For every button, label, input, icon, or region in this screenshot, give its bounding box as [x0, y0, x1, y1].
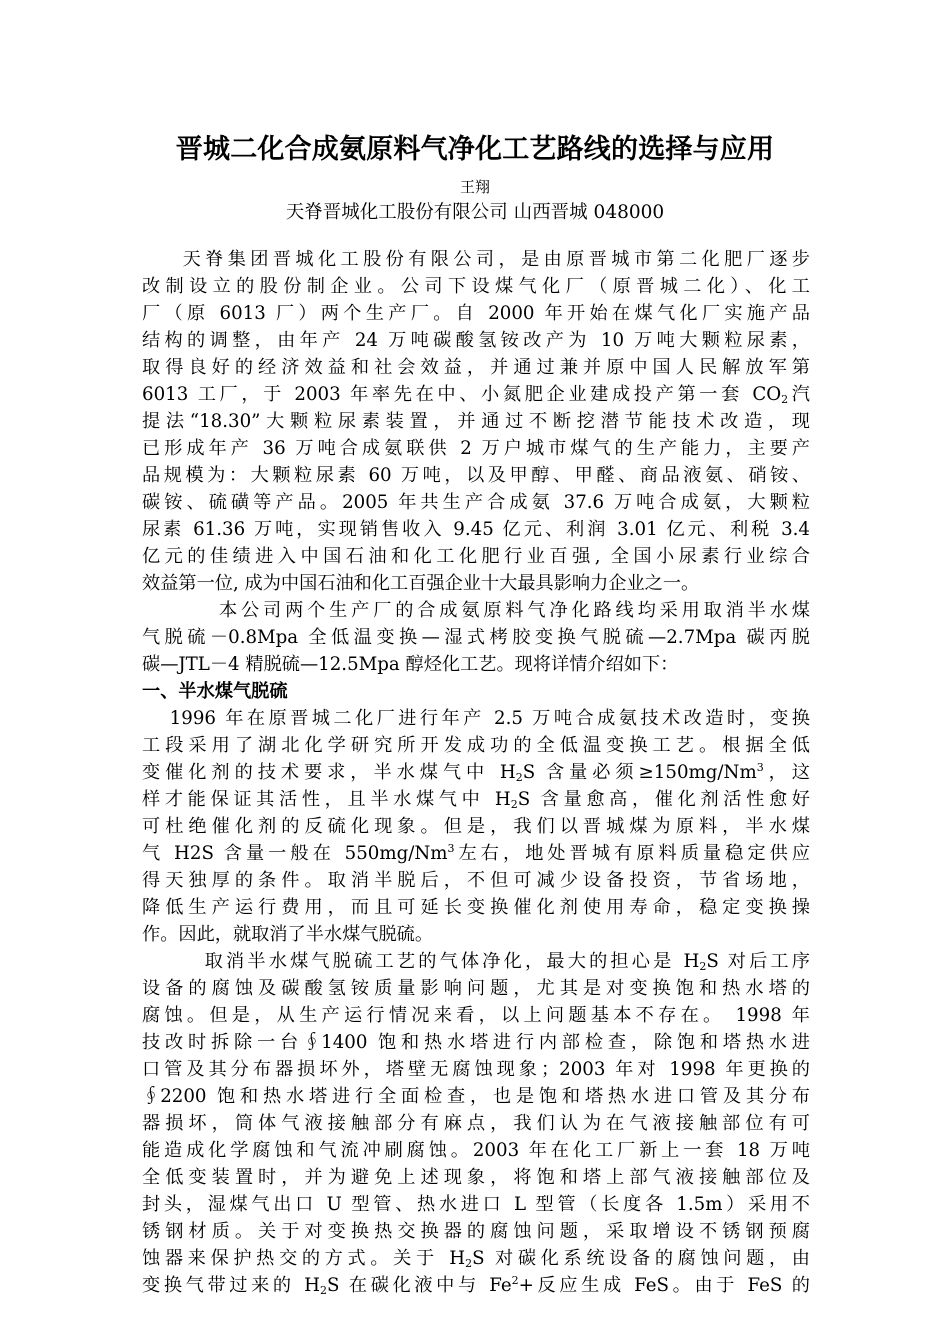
text-segment: 技改时拆除一台∮1400 饱和热水塔进行内部检查，除饱和塔热水进	[142, 1032, 810, 1053]
text-line	[142, 813, 810, 840]
text-line	[142, 1083, 810, 1110]
text-segment: 器损坏，筒体气液接触部分有麻点，我们认为在气液接触部位有可	[142, 1113, 810, 1134]
text-line	[142, 894, 810, 921]
subscript: 2	[515, 771, 523, 784]
text-line	[142, 1191, 810, 1218]
text-line	[142, 840, 810, 867]
text-line	[142, 327, 810, 354]
text-line	[142, 948, 810, 975]
text-segment: S 在碳化液中与 Fe	[327, 1275, 512, 1296]
text-segment: 气脱硫－0.8Mpa 全低温变换—湿式栲胶变换气脱硫—2.7Mpa 碳丙脱	[142, 627, 810, 648]
text-segment: 汽	[788, 384, 810, 405]
text-line	[142, 1029, 810, 1056]
text-segment: 一、半水煤气脱硫	[142, 681, 288, 702]
text-segment: 改制设立的股份制企业。公司下设煤气化厂（原晋城二化）、化工	[142, 276, 810, 297]
text-line	[142, 975, 810, 1002]
text-segment: 取得良好的经济效益和社会效益，并通过兼并原中国人民解放军第	[142, 357, 810, 378]
text-segment: 亿元的佳绩进入中国石油和化工化肥行业百强, 全国小尿素行业综合	[142, 546, 810, 567]
superscript: 2	[511, 1274, 519, 1287]
text-segment: S 含量愈高，催化剂活性愈好	[517, 789, 810, 810]
text-line	[142, 1002, 810, 1029]
text-segment: 已形成年产 36 万吨合成氨联供 2 万户城市煤气的生产能力，主要产	[142, 438, 810, 459]
text-segment: ，这	[763, 762, 810, 783]
text-line	[142, 516, 810, 543]
text-segment: ∮2200 饱和热水塔进行全面检查，也是饱和塔热水进口管及其分布	[142, 1086, 810, 1107]
text-line	[142, 597, 810, 624]
text-segment: S 对后工序	[706, 951, 810, 972]
text-line	[142, 1218, 810, 1245]
text-line	[142, 1056, 810, 1083]
text-line	[142, 462, 810, 489]
subscript: 2	[781, 393, 789, 406]
text-segment: 提法“18.30”大颗粒尿素装置，并通过不断挖潜节能技术改造，现	[142, 411, 810, 432]
article-body	[142, 246, 810, 1299]
text-line	[142, 273, 810, 300]
text-segment: 取消半水煤气脱硫工艺的气体净化，最大的担心是 H	[142, 951, 700, 972]
text-segment: 尿素 61.36 万吨，实现销售收入 9.45 亿元、利润 3.01 亿元、利税 3.4	[142, 519, 810, 540]
text-segment: 蚀器来保护热交的方式。关于 H	[142, 1248, 466, 1269]
text-segment: 腐蚀。但是，从生产运行情况来看，以上问题基本不存在。 1998 年	[142, 1005, 810, 1026]
text-segment: 降低生产运行费用，而且可延长变换催化剂使用寿命，稳定变换操	[142, 897, 810, 918]
text-segment: 1996 年在原晋城二化厂进行年产 2.5 万吨合成氨技术改造时，变换	[142, 708, 810, 729]
text-segment: S 含量必须≥150mg/Nm	[522, 762, 757, 783]
text-line	[142, 732, 810, 759]
text-line	[142, 570, 810, 597]
author-name: 王翔	[459, 178, 490, 196]
text-segment: 设备的腐蚀及碳酸氢铵质量影响问题，尤其是对变换饱和热水塔的	[142, 978, 810, 999]
text-segment: 碳—JTL－4 精脱硫—12.5Mpa 醇烃化工艺。现将详情介绍如下：	[142, 654, 679, 675]
text-segment: 气 H2S 含量一般在 550mg/Nm	[142, 843, 448, 864]
text-line	[142, 543, 810, 570]
subscript: 2	[510, 798, 518, 811]
text-segment: 样才能保证其活性，且半水煤气中 H	[142, 789, 511, 810]
subscript: 2	[465, 1257, 473, 1270]
text-line	[142, 246, 810, 273]
text-segment: 作。因此，就取消了半水煤气脱硫。	[142, 924, 434, 945]
text-segment: 结构的调整，由年产 24 万吨碳酸氢铵改产为 10 万吨大颗粒尿素，	[142, 330, 810, 351]
text-segment: 锈钢材质。关于对变换热交换器的腐蚀问题，采取增设不锈钢预腐	[142, 1221, 810, 1242]
text-segment: 6013 工厂，于 2003 年率先在中、小氮肥企业建成投产第一套 CO	[142, 384, 782, 405]
subscript: 2	[320, 1284, 328, 1297]
text-line	[142, 435, 810, 462]
text-line	[142, 759, 810, 786]
text-line	[142, 489, 810, 516]
author-affiliation: 天脊晋城化工股份有限公司 山西晋城 048000	[285, 202, 665, 223]
text-line	[142, 624, 810, 651]
text-segment: 碳铵、硫磺等产品。2005 年共生产合成氨 37.6 万吨合成氨，大颗粒	[142, 492, 810, 513]
text-line	[142, 408, 810, 435]
text-segment: 品规模为：大颗粒尿素 60 万吨，以及甲醇、甲醛、商品液氨、硝铵、	[142, 465, 810, 486]
text-line	[142, 381, 810, 408]
subscript: 2	[699, 960, 707, 973]
text-line	[142, 1272, 810, 1299]
text-segment: 变换气带过来的 H	[142, 1275, 321, 1296]
text-segment: 可杜绝催化剂的反硫化现象。但是，我们以晋城煤为原料，半水煤	[142, 816, 810, 837]
text-line	[142, 354, 810, 381]
text-line	[142, 1110, 810, 1137]
text-segment: 变催化剂的技术要求，半水煤气中 H	[142, 762, 516, 783]
text-line	[142, 1164, 810, 1191]
text-segment: 本公司两个生产厂的合成氨原料气净化路线均采用取消半水煤	[142, 600, 810, 621]
text-segment: 得天独厚的条件。取消半脱后，不但可减少设备投资，节省场地，	[142, 870, 810, 891]
text-segment: +反应生成 FeS。由于 FeS 的	[518, 1275, 810, 1296]
text-line	[142, 921, 810, 948]
section-heading	[142, 678, 810, 705]
text-segment: 厂（原 6013 厂）两个生产厂。自 2000 年开始在煤气化厂实施产品	[142, 303, 810, 324]
text-segment: 口管及其分布器损坏外，塔壁无腐蚀现象；2003 年对 1998 年更换的	[142, 1059, 810, 1080]
text-line	[142, 1245, 810, 1272]
superscript: 3	[756, 761, 764, 774]
text-segment: 能造成化学腐蚀和气流冲刷腐蚀。2003 年在化工厂新上一套 18 万吨	[142, 1140, 810, 1161]
text-segment: S 对碳化系统设备的腐蚀问题，由	[472, 1248, 810, 1269]
text-line	[142, 651, 810, 678]
text-segment: 全低变装置时，并为避免上述现象，将饱和塔上部气液接触部位及	[142, 1167, 810, 1188]
text-segment: 效益第一位, 成为中国石油和化工百强企业十大最具影响力企业之一。	[142, 573, 700, 594]
text-line	[142, 300, 810, 327]
text-line	[142, 705, 810, 732]
document-title: 晋城二化合成氨原料气净化工艺路线的选择与应用	[175, 134, 775, 165]
text-line	[142, 786, 810, 813]
text-segment: 天脊集团晋城化工股份有限公司，是由原晋城市第二化肥厂逐步	[142, 249, 810, 270]
text-line	[142, 1137, 810, 1164]
text-line	[142, 867, 810, 894]
text-segment: 左右，地处晋城有原料质量稳定供应	[454, 843, 810, 864]
text-segment: 封头，湿煤气出口 U 型管、热水进口 L 型管（长度各 1.5m）采用不	[142, 1194, 810, 1215]
superscript: 3	[447, 842, 455, 855]
text-segment: 工段采用了湖北化学研究所开发成功的全低温变换工艺。根据全低	[142, 735, 810, 756]
